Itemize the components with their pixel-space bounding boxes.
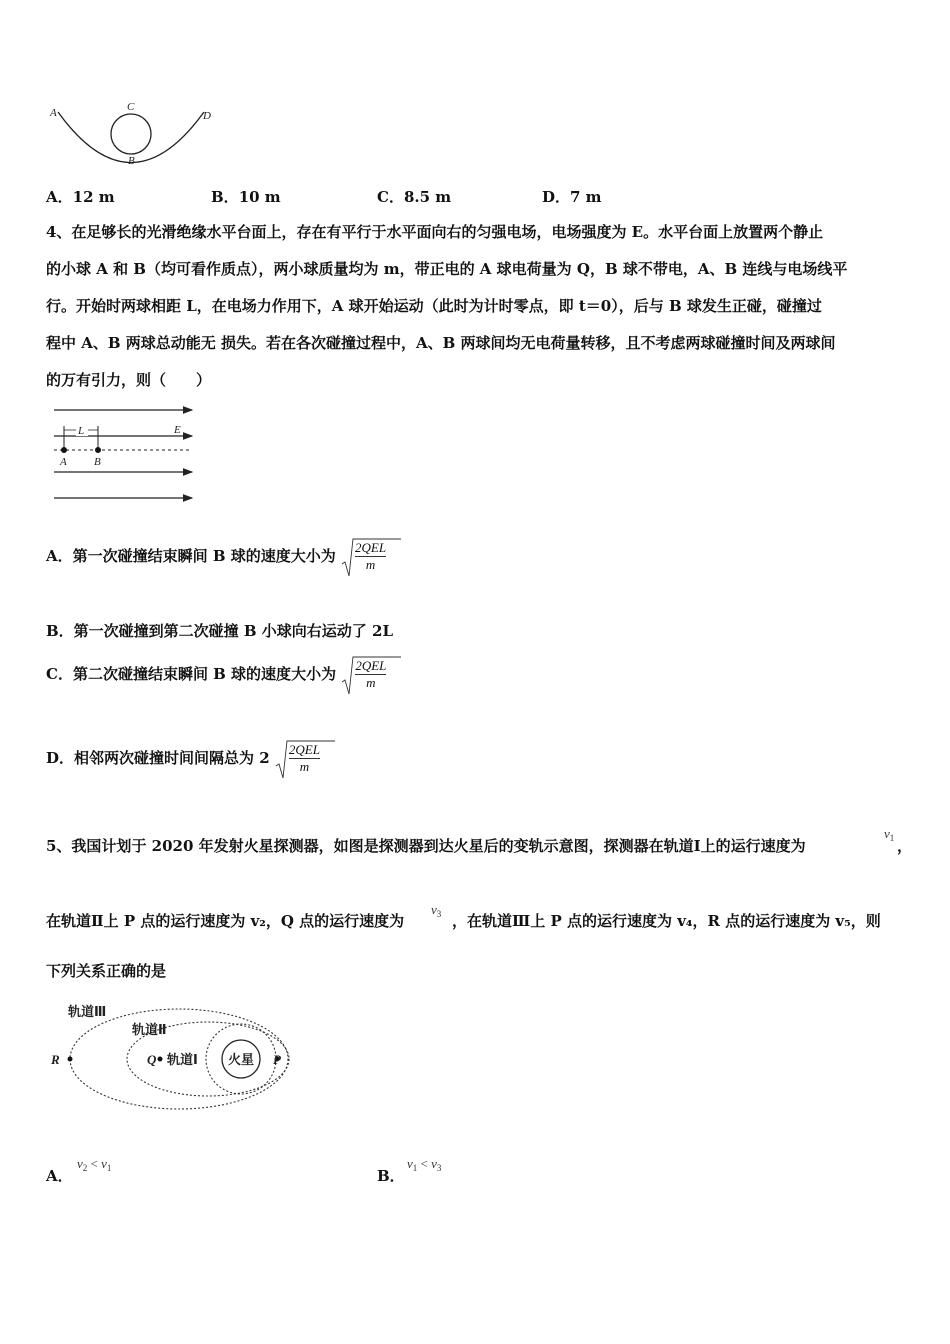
q5-comma: ， xyxy=(897,837,913,855)
q4-option-d[interactable]: D．相邻两次碰撞时间间隔总为 2 $\frac{\text{2QEL}}{m}$ xyxy=(46,740,322,775)
q5-option-b-math: $v_1 < v_3$ xyxy=(407,1156,442,1173)
q5-stem-line-1: 5、我国计划于 2020 年发射火星探测器，如图是探测器到达火星后的变轨示意图，探测器在轨道Ⅰ上的运行速度为 xyxy=(46,837,806,855)
q4-field-figure xyxy=(48,400,198,508)
point-q-label: Q xyxy=(147,1052,157,1067)
q5-v3: $v_3$ xyxy=(431,902,442,919)
q5-stem-line-2a: 在轨道Ⅱ上 P 点的运行速度为 v₂，Q 点的运行速度为 xyxy=(46,912,405,930)
q4-label-l: L xyxy=(78,425,85,437)
q5-option-a[interactable]: A． xyxy=(46,1167,73,1185)
q3-option-d[interactable]: D．7 m xyxy=(542,188,602,206)
q3-option-a[interactable]: A．12 m xyxy=(46,188,115,206)
q5-option-b[interactable]: B． xyxy=(377,1167,405,1185)
orbit3-label: 轨道Ⅲ xyxy=(68,1005,107,1020)
q3-label-d: D xyxy=(203,110,211,122)
sqrt-formula: $\frac{\text{2QEL}}{m}$ xyxy=(341,656,388,691)
q4-option-b[interactable]: B．第一次碰撞到第二次碰撞 B 小球向右运动了 2L xyxy=(46,622,394,640)
q3-option-c[interactable]: C．8.5 m xyxy=(377,188,452,206)
q4-label-b: B xyxy=(94,456,101,468)
q3-label-a: A xyxy=(50,107,57,119)
q5-stem-line-2b: ，在轨道Ⅲ上 P 点的运行速度为 v₄，R 点的运行速度为 v₅，则 xyxy=(452,912,881,930)
sqrt-formula: $\frac{\text{2QEL}}{m}$ xyxy=(275,740,322,775)
q4-option-c[interactable]: C．第二次碰撞结束瞬间 B 球的速度大小为 $\frac{\text{2QEL}}{m}$ xyxy=(46,656,388,691)
q4-stem-line-2: 的小球 A 和 B（均可看作质点），两小球质量均为 m，带正电的 A 球电荷量为 Q，B 球不带电，A、B 连线与电场线平 xyxy=(46,260,848,278)
q5-option-a-math: $v_2 < v_1$ xyxy=(77,1156,112,1173)
orbit1-label: 轨道Ⅰ xyxy=(167,1053,198,1068)
q3-figure xyxy=(46,98,216,168)
point-r-label: R xyxy=(51,1052,60,1067)
planet-label: 火星 xyxy=(228,1053,255,1068)
q4-option-a[interactable]: A．第一次碰撞结束瞬间 B 球的速度大小为 $\frac{\text{2QEL}}{m}$ xyxy=(46,538,388,573)
q4-stem-line-1: 4、在足够长的光滑绝缘水平台面上，存在有平行于水平面向右的匀强电场，电场强度为 E。水平台面上放置两个静止 xyxy=(46,223,824,241)
q4-stem-line-3: 行。开始时两球相距 L，在电场力作用下，A 球开始运动（此时为计时零点，即 t＝0），后与 B 球发生正碰，碰撞过 xyxy=(46,297,822,315)
sqrt-formula: $\frac{\text{2QEL}}{m}$ xyxy=(341,538,388,573)
point-p-label: P xyxy=(273,1052,281,1067)
q4-label-e: E xyxy=(174,424,181,436)
orbit2-label: 轨道Ⅱ xyxy=(132,1023,167,1038)
q3-label-b: B xyxy=(128,155,135,167)
q3-option-b[interactable]: B．10 m xyxy=(211,188,281,206)
q5-stem-line-3: 下列关系正确的是 xyxy=(46,962,167,980)
q3-label-c: C xyxy=(127,101,135,113)
q5-v1: $v_1$ xyxy=(884,826,895,843)
q4-stem-line-4: 程中 A、B 两球总动能无 损失。若在各次碰撞过程中，A、B 两球间均无电荷量转移，且不考虑两球碰撞时间及两球间 xyxy=(46,334,836,352)
q4-stem-line-5: 的万有引力，则（ ） xyxy=(46,371,212,389)
q4-label-a: A xyxy=(60,456,67,468)
q5-orbit-figure xyxy=(46,998,296,1116)
